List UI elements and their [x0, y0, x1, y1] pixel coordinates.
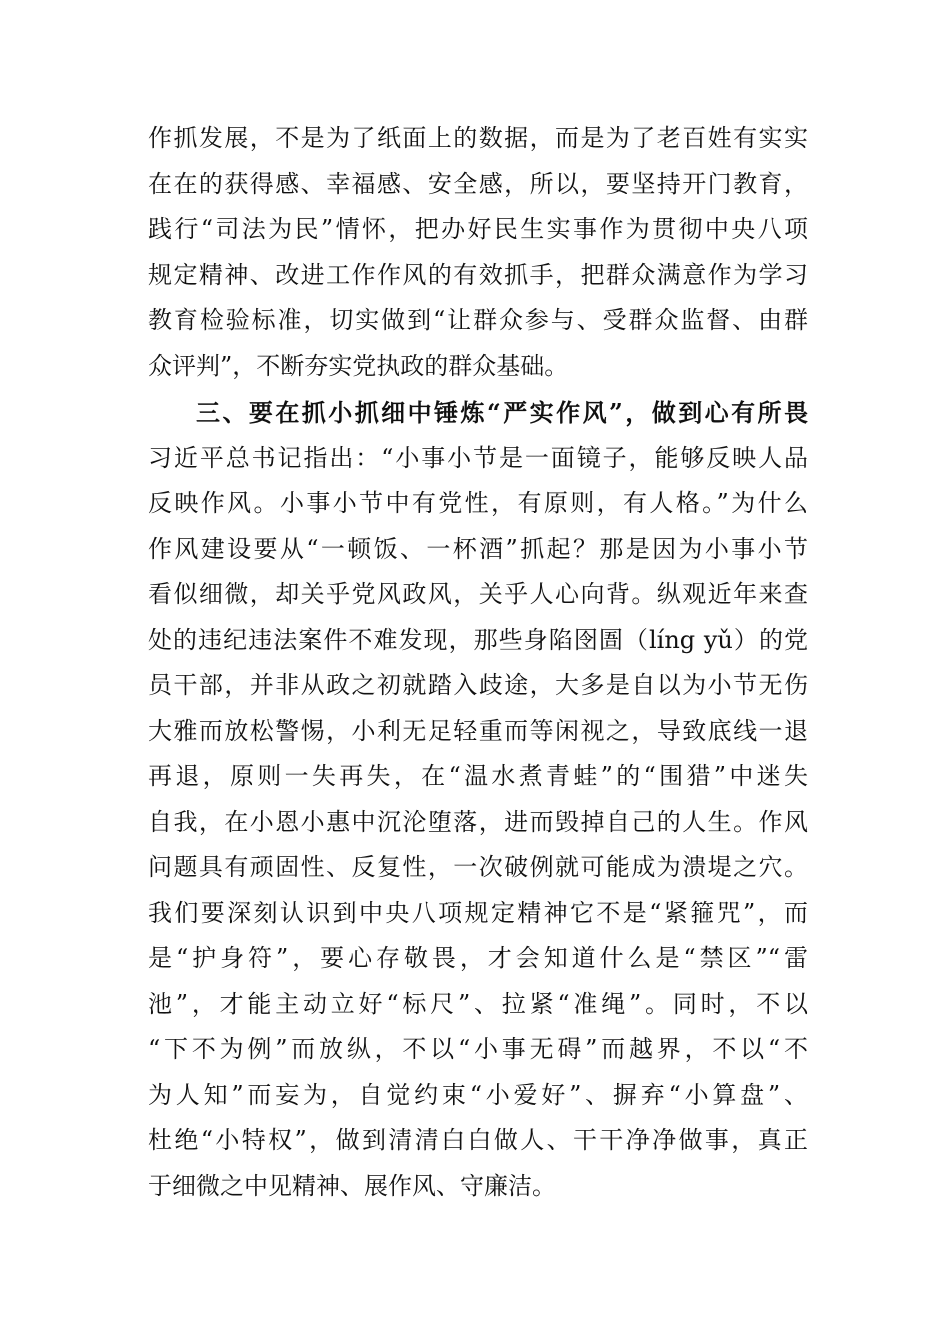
- paragraph-line: 践行“司法为民”情怀，把办好民生实事作为贯彻中央八项: [148, 215, 808, 243]
- paragraph-continuation: [148, 116, 808, 389]
- paragraph-line: 问题具有顽固性、反复性，一次破例就可能成为溃堤之穴。: [148, 853, 808, 881]
- paragraph-line: 看似细微，却关乎党风政风，关乎人心向背。纵观近年来查: [148, 580, 808, 608]
- paragraph-line: 自我，在小恩小惠中沉沦堕落，进而毁掉自己的人生。作风: [148, 807, 808, 836]
- section-three: [148, 390, 808, 1209]
- paragraph-line: 反映作风。小事小节中有党性，有原则，有人格。”为什么: [148, 489, 808, 517]
- paragraph-line: 池”，才能主动立好“标尺”、拉紧“准绳”。同时，不以: [148, 989, 808, 1018]
- paragraph-line: 是“护身符”，要心存敬畏，才会知道什么是“禁区”“雷: [148, 944, 808, 972]
- paragraph-line: 大雅而放松警惕，小利无足轻重而等闲视之，导致底线一退: [148, 716, 808, 745]
- paragraph-line: 在在的获得感、幸福感、安全感，所以，要坚持开门教育，: [148, 169, 808, 198]
- paragraph-line: 于细微之中见精神、展作风、守廉洁。: [148, 1171, 556, 1200]
- paragraph-line: 习近平总书记指出：“小事小节是一面镜子，能够反映人品: [148, 443, 808, 472]
- paragraph-line: 众评判”，不断夯实党执政的群众基础。: [148, 351, 569, 380]
- paragraph-line: 我们要深刻认识到中央八项规定精神它不是“紧箍咒”，而: [148, 898, 808, 927]
- paragraph-line: 处的违纪违法案件不难发现，那些身陷囹圄（líng yǔ）的党: [148, 625, 808, 654]
- paragraph-line: 为人知”而妄为，自觉约束“小爱好”、摒弃“小算盘”、: [148, 1080, 808, 1109]
- paragraph-line: 杜绝“小特权”，做到清清白白做人、干干净净做事，真正: [148, 1126, 808, 1154]
- paragraph-line: 规定精神、改进工作作风的有效抓手，把群众满意作为学习: [148, 260, 808, 289]
- paragraph-line: “下不为例”而放纵，不以“小事无碍”而越界，不以“不: [148, 1035, 808, 1063]
- paragraph-line: 再退，原则一失再失，在“温水煮青蛙”的“围猎”中迷失: [148, 762, 808, 790]
- section-heading: 三、要在抓小抓细中锤炼“严实作风”，做到心有所畏: [196, 398, 808, 427]
- paragraph-line: 作风建设要从“一顿饭、一杯酒”抓起？那是因为小事小节: [148, 534, 808, 563]
- paragraph-line: 员干部，并非从政之初就踏入歧途，大多是自以为小节无伤: [148, 671, 808, 699]
- paragraph-line: 教育检验标准，切实做到“让群众参与、受群众监督、由群: [148, 306, 808, 334]
- paragraph-line: 作抓发展，不是为了纸面上的数据，而是为了老百姓有实实: [148, 124, 808, 152]
